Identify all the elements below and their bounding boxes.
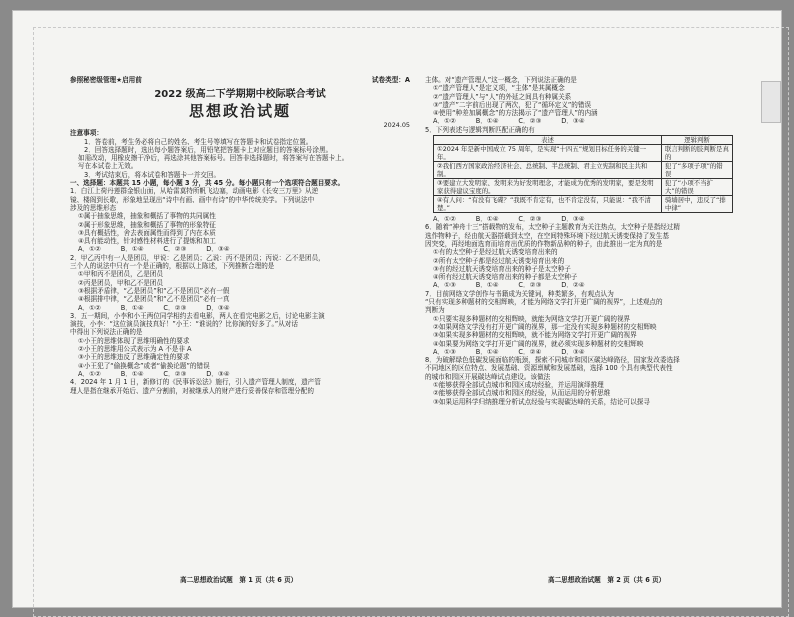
table-cell: 犯了“小项不当扩大”的错误	[661, 179, 732, 196]
answer-options: A．①③ B．①④ C．②④ D．③④	[433, 347, 585, 356]
question-line: ②“遗产管理人”与“人”的外延之间具有种属关系	[433, 92, 572, 101]
notice-heading: 注意事项：	[70, 129, 103, 138]
question-line: ①属于抽象思维，抽象和概括了事物的共同属性	[78, 212, 216, 221]
question-line: 镜、楼阁到长歌，形象地呈现出“诗中有画、画中有诗”的中华传统美学。下列说法中	[70, 195, 315, 204]
page-footer-left: 高二思想政治试题 第 1 页（共 6 页）	[180, 576, 298, 584]
question-line: ④使用“种差加属概念”的方法揭示了“遗产管理人”的内涵	[433, 109, 598, 118]
question-line: 中得出下列说法正确的是	[70, 328, 143, 337]
table-cell: 犯了“多项子项”的错误	[661, 162, 732, 179]
question-line: ③“遗产”二字前后出现了两次，犯了“循环定义”的错误	[433, 100, 592, 109]
notice-item: 写在本试卷上无效。	[78, 162, 138, 171]
question-line: ①能够获得全部试点城市和园区成功经验，并运用演绎推理	[433, 381, 604, 390]
answer-options: A．①② B．①④ C．②③ D．③④	[78, 303, 230, 312]
question-line: ③具有概括性，舍去表面属性而得到了内在本质	[78, 228, 216, 237]
exam-date: 2024.05	[383, 121, 410, 130]
question-line: 主体。对“遗产管理人”这一概念，下列说法正确的是	[425, 76, 577, 84]
question-line: ①只要实现多种题材的交相辉映，就能为网络文学打开更广阔的视界	[433, 314, 631, 323]
notice-item: 1．答卷前，考生务必将自己的姓名、考生号等填写在答题卡和试卷指定位置。	[84, 137, 313, 146]
subject-title: 思想政治试题	[188, 102, 291, 121]
question-line: ②小王的思维用公式表示为 A 不是非 A	[78, 345, 192, 354]
table-row	[434, 179, 733, 196]
question-line: ②如果网络文学没有打开更广阔的视界，那一定没有实现多种题材的交相辉映	[433, 322, 657, 331]
answer-options: A．①③ B．①④ C．②③ D．②④	[433, 281, 585, 290]
question-line: ①小王的思维体现了思维明确性的要求	[78, 336, 190, 345]
table-cell: 骑墙居中，违反了“排中律”	[661, 196, 732, 213]
answer-options: A．①② B．①④ C．②③ D．③④	[433, 117, 585, 126]
table-row	[434, 162, 733, 179]
logic-table	[433, 135, 733, 213]
question-line: ②属于形象思维，抽象和概括了事物的形象特征	[78, 220, 216, 229]
question-line: ④根据排中律，“乙是团员”和“乙不是团员”必有一真	[78, 295, 230, 304]
question-line: 演技，小李：“这位演员演技真好！”小王：“谁说的？比你演的好多了。”从对话	[70, 320, 298, 329]
right-column	[425, 76, 765, 406]
question-stem: 7．目前网络文学创作与书籍成为关键词，种类繁多，有观点认为	[425, 289, 614, 298]
question-line: 三个人的说法中只有一个是正确的，根据以上陈述，下列推断合理的是	[70, 262, 275, 271]
question-line: ③根据矛盾律，“乙是团员”和“乙不是团员”必有一假	[78, 286, 230, 295]
table-header: 逻辑判断	[661, 136, 732, 145]
question-line: 的城市和园区开展碳达峰试点建设。该做法	[425, 372, 551, 381]
question-line: 涉及的思维形态	[70, 203, 117, 212]
question-stem: 4．2024 年 1 月 1 日，新修订的《民事诉讼法》施行，引入遗产管理人制度，遗产管	[70, 378, 321, 387]
question-line: ③如果实现多种题材的交相辉映，就不能为网络文学打开更广阔的视界	[433, 331, 637, 340]
question-line: ①有的太空种子是经过航天诱变培育出来的	[433, 248, 558, 257]
question-stem: 1．白江上荷丹莲群金银山面，从哈雷莫特所帆飞边塞，动画电影《长安三万里》从逆	[70, 187, 319, 196]
notice-item: 3．考试结束后，将本试卷和答题卡一并交回。	[84, 170, 221, 179]
question-line: ②能够获得全部试点城市和园区的经验，从而运用的分析思维	[433, 389, 611, 398]
question-stem: 5．下列表述与逻辑判断匹配正确的有	[425, 125, 535, 134]
notice-item: 2．回答选择题时，选出每小题答案后，用铅笔把答题卡上对应题目的答案标号涂黑。	[84, 145, 333, 154]
exam-title: 2022 级高二下学期期中校际联合考试	[154, 89, 326, 101]
page-footer-right: 高二思想政治试题 第 2 页（共 6 页）	[548, 576, 666, 584]
paper-type-label: 试卷类型：A	[371, 76, 410, 84]
section-heading: 一、选择题：本题共 15 小题，每小题 3 分，共 45 分。每小题只有一个选项符合题目要求。	[70, 179, 345, 188]
question-line: 选作物种子，经由航天器搭载到太空，在空间特殊环境下经过航天诱变保持了发生基	[425, 231, 669, 240]
question-line: 不同地区的区位特点、发展基础、资源禀赋和发展基础，选择 100 个具有典型代表性	[425, 364, 673, 373]
question-line: ③有的经过航天诱变培育出来的种子是太空种子	[433, 264, 571, 273]
question-stem: 8．为破解绿色低碳发展面临的瓶颈，探索不同城市和园区碳达峰路径，国家发改委选择	[425, 356, 680, 365]
left-column	[70, 76, 410, 395]
table-header: 表述	[434, 136, 662, 145]
question-line: ③如果运用科学归纳推理分析试点经验与实现碳达峰的关系，结论可以探寻	[433, 397, 650, 406]
question-line: ④如果要为网络文学打开更广阔的视界，就必须实现多种题材的交相辉映	[433, 339, 644, 348]
question-line: ①甲和丙不是团员，乙是团员	[78, 270, 164, 279]
question-line: 判断为	[425, 306, 445, 315]
question-line: ②所有太空种子都是经过航天诱变培育出来的	[433, 256, 565, 265]
question-line: ④所有经过航天诱变培育出来的种子都是太空种子	[433, 273, 578, 282]
question-line: ①“遗产管理人”是定义项，“主体”是其属概念	[433, 84, 565, 93]
question-line: “只有实现多种题材的交相辉映，才能为网络文学打开更广阔的视界”，上述观点的	[425, 298, 663, 307]
question-stem: 6．随着“神舟十三”搭载物的发布，太空种子主题教育为关注热点，太空种子是指经过精	[425, 223, 680, 232]
answer-options: A．①② B．①④ C．②③ D．③④	[433, 215, 585, 224]
header-row	[70, 76, 410, 84]
question-line: ②丙是团员，甲和乙不是团员	[78, 278, 164, 287]
table-row	[434, 196, 733, 213]
question-stem: 2．甲乙丙中有一人是团员，甲说：乙是团员；乙说：丙不是团员；丙说：乙不是团员，	[70, 253, 325, 262]
question-line: ④小王犯了“偷换概念”或者“偷换论题”的错误	[78, 361, 210, 370]
question-stem: 3．五一期间，小李和小王两位同学相约去看电影，两人在看完电影之后，讨论电影主演	[70, 311, 325, 320]
answer-options: A．①② B．①④ C．②③ D．③④	[78, 245, 230, 254]
left-question-block	[70, 187, 410, 394]
table-cell: ③要建立大发明家、发明来为好发明理念，才能成为优秀的发明家，要是发明家获得建议宝度的。	[434, 179, 662, 196]
table-row	[434, 145, 733, 162]
notice-item: 如需改动，用橡皮擦干净后，再选涂其他答案标号。回答非选择题时，将答案写在答题卡上。	[78, 154, 349, 163]
table-cell: ②我们西方国家政治经济社会、总统制、半总统制、君主立宪制和民主共和制。	[434, 162, 662, 179]
question-line: ③小王的思维违反了思维确定性的要求	[78, 353, 190, 362]
question-line: ④具有能动性，针对感性材料进行了提炼和加工	[78, 237, 216, 246]
table-cell: ④有人问：“有没有飞碟？”我既不肯定有，也不肯定没有，只能说：“我不清楚。”	[434, 196, 662, 213]
question-line: 理人是指在继承开始后、遗产分割前，对被继承人的财产进行妥善保存和管理分配的	[70, 386, 314, 395]
table-cell: 联言判断的肢判断是真的	[661, 145, 732, 162]
confidential-label: 参照秘密级管理★启用前	[70, 76, 142, 84]
right-question-block-bottom	[425, 215, 765, 406]
question-line: 因突变，再经地面选育而培育出优质的作物新品种的种子，由此推出一定为真的是	[425, 239, 663, 248]
right-question-block-top	[425, 76, 765, 134]
table-cell: ①2024 年是新中国成立 75 周年，是实现“十四五”规划目标任务的关键一年。	[434, 145, 662, 162]
answer-options: A．①② B．①④ C．②③ D．③④	[78, 369, 230, 378]
